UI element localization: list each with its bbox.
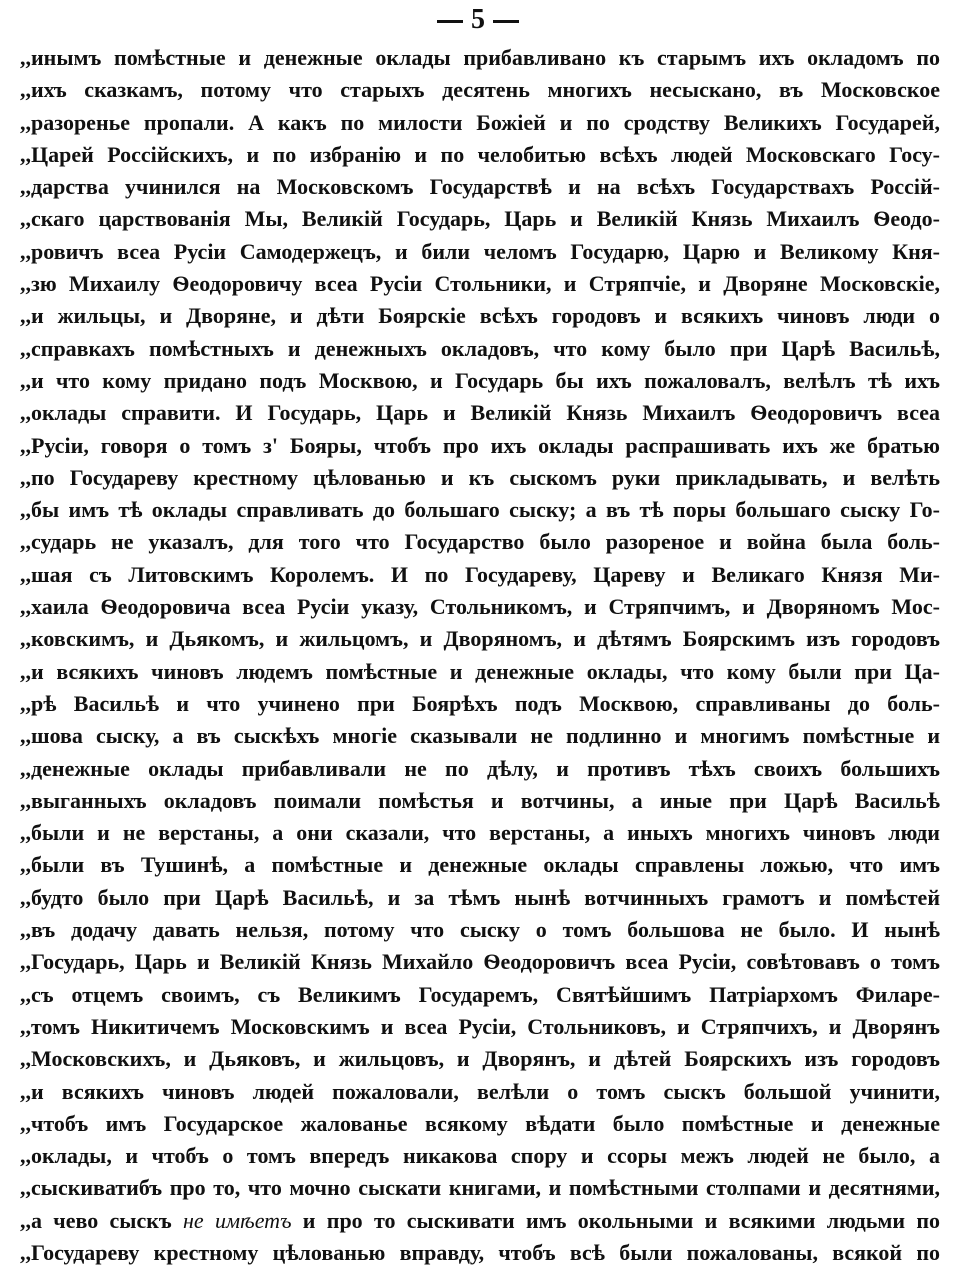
text-line: ,,въ додачу давать нельзя, потому что сыску о томъ большова не было. И нынѣ <box>20 917 940 943</box>
page-header <box>0 4 956 36</box>
text-line: ,,были и не верстаны, а они сказали, что верстаны, а иныхъ многихъ чиновъ люди <box>20 820 940 846</box>
text-line: ,,выганныхъ окладовъ поимали помѣстья и вотчины, а иные при Царѣ Васильѣ <box>20 787 940 813</box>
text-line: ,,ровичъ всеа Русiи Самодержецъ, и били челомъ Государю, Царю и Великому Кня- <box>20 238 940 264</box>
text-line: ,,будто было при Царѣ Васильѣ, и за тѣмъ нынѣ вотчинныхъ грамотъ и помѣстей <box>20 884 940 910</box>
text-line: ,,Царей Россiйскихъ, и по избранiю и по челобитью всѣхъ людей Московскаго Госу- <box>20 141 940 167</box>
text-line: ,,съ отцемъ своимъ, съ Великимъ Государемъ, Святѣйшимъ Патрiархомъ Филаре- <box>20 981 940 1007</box>
text-line: ,,шая съ Литовскимъ Королемъ. И по Государеву, Цареву и Великаго Князя Ми- <box>20 561 940 587</box>
text-line: ,,Государеву крестному цѣлованью вправду, чтобъ всѣ были пожалованы, всякой по <box>20 1239 940 1265</box>
text-line: ,,ковскимъ, и Дьякомъ, и жильцомъ, и Дворяномъ, и дѣтямъ Боярскимъ изъ городовъ <box>20 626 940 652</box>
text-segment: ,,а чево сыскъ <box>20 1207 184 1233</box>
text-line: ,,и всякихъ чиновъ людей пожаловали, велѣли о томъ сыскъ большой учинити, <box>20 1078 940 1104</box>
text-line: ,,справкахъ помѣстныхъ и денежныхъ окладовъ, что кому было при Царѣ Васильѣ, <box>20 335 940 361</box>
page-number: 5 <box>471 4 485 35</box>
text-segment: и про то сыскивати имъ окольными и всякими людьми по <box>291 1207 940 1233</box>
text-line: ,,и жильцы, и Дворяне, и дѣти Боярскiе всѣхъ городовъ и всякихъ чиновъ люди о <box>20 303 940 329</box>
text-line: ,,и всякихъ чиновъ людемъ помѣстные и денежные оклады, что кому были при Ца- <box>20 658 940 684</box>
text-line: ,,были въ Тушинѣ, а помѣстные и денежные оклады справлены ложью, что имъ <box>20 852 940 878</box>
text-line: ,,и что кому придано подъ Москвою, и Государь бы ихъ пожаловалъ, велѣлъ тѣ ихъ <box>20 367 940 393</box>
text-line: ,,инымъ помѣстные и денежные оклады прибавливано къ старымъ ихъ окладомъ по <box>20 45 940 70</box>
text-line: ,,оклады, и чтобъ о томъ впередъ никакова спору и ссоры межъ людей не было, а <box>20 1143 940 1169</box>
text-line: ,,скаго царствованiя Мы, Великiй Государь, Царь и Великiй Князь Михаилъ Ѳеодо- <box>20 206 940 232</box>
text-line: ,,дарства учинился на Московскомъ Государствѣ и на всѣхъ Государствахъ Россiй- <box>20 174 940 200</box>
text-line: ,,Русiи, говоря о томъ з' Бояры, чтобъ про ихъ оклады распрашивать ихъ же братью <box>20 432 940 458</box>
document-body <box>20 42 940 1269</box>
italic-segment: не имѣетъ <box>183 1207 292 1233</box>
text-line: ,,Государь, Царь и Великiй Князь Михайло Ѳеодоровичъ всеа Русiи, совѣтовавъ о томъ <box>20 949 940 975</box>
text-line: ,,оклады справити. И Государь, Царь и Великiй Князь Михаилъ Ѳеодоровичъ всеа <box>20 400 940 426</box>
text-line: ,,Московскихъ, и Дьяковъ, и жильцовъ, и Дворянъ, и дѣтей Боярскихъ изъ городовъ <box>20 1046 940 1072</box>
text-line: ,,шова сыску, а въ сыскѣхъ многiе сказывали не подлинно и многимъ помѣстные и <box>20 723 940 749</box>
text-line: ,,денежные оклады прибавливали не по дѣлу, и противъ тѣхъ своихъ большихъ <box>20 755 940 781</box>
header-left-rule <box>437 20 463 23</box>
header-right-rule <box>493 20 519 23</box>
text-line: ,,хаила Ѳеодоровича всеа Русiи указу, Стольникомъ, и Стряпчимъ, и Дворяномъ Мос- <box>20 594 940 620</box>
text-line: ,,сударь не указалъ, для того что Государство было разореное и война была боль- <box>20 529 940 555</box>
text-line: ,,рѣ Васильѣ и что учинено при Боярѣхъ подъ Москвою, справливаны до боль- <box>20 690 940 716</box>
text-line: ,,разоренье пропали. А какъ по милости Божiей и по сродству Великихъ Государей, <box>20 109 940 135</box>
text-line-with-italic <box>20 1205 940 1237</box>
text-line: ,,сыскиватибъ про то, что мочно сыскати книгами, и помѣстными столпами и десятнями, <box>20 1175 940 1201</box>
text-line: ,,чтобъ имъ Государское жалованье всякому вѣдати было помѣстные и денежные <box>20 1110 940 1136</box>
text-line: ,,зю Михаилу Ѳеодоровичу всеа Русiи Стольники, и Стряпчiе, и Дворяне Московскiе, <box>20 271 940 297</box>
text-line: ,,томъ Никитичемъ Московскимъ и всеа Русiи, Стольниковъ, и Стряпчихъ, и Дворянъ <box>20 1013 940 1039</box>
text-line: ,,бы имъ тѣ оклады справливать до большаго сыску; а въ тѣ поры большаго сыску Го- <box>20 497 940 523</box>
text-line: ,,по Государеву крестному цѣлованью и къ сыскомъ руки прикладывать, и велѣть <box>20 464 940 490</box>
text-line: ,,ихъ сказкамъ, потому что старыхъ десятень многихъ несыскано, въ Московское <box>20 77 940 103</box>
